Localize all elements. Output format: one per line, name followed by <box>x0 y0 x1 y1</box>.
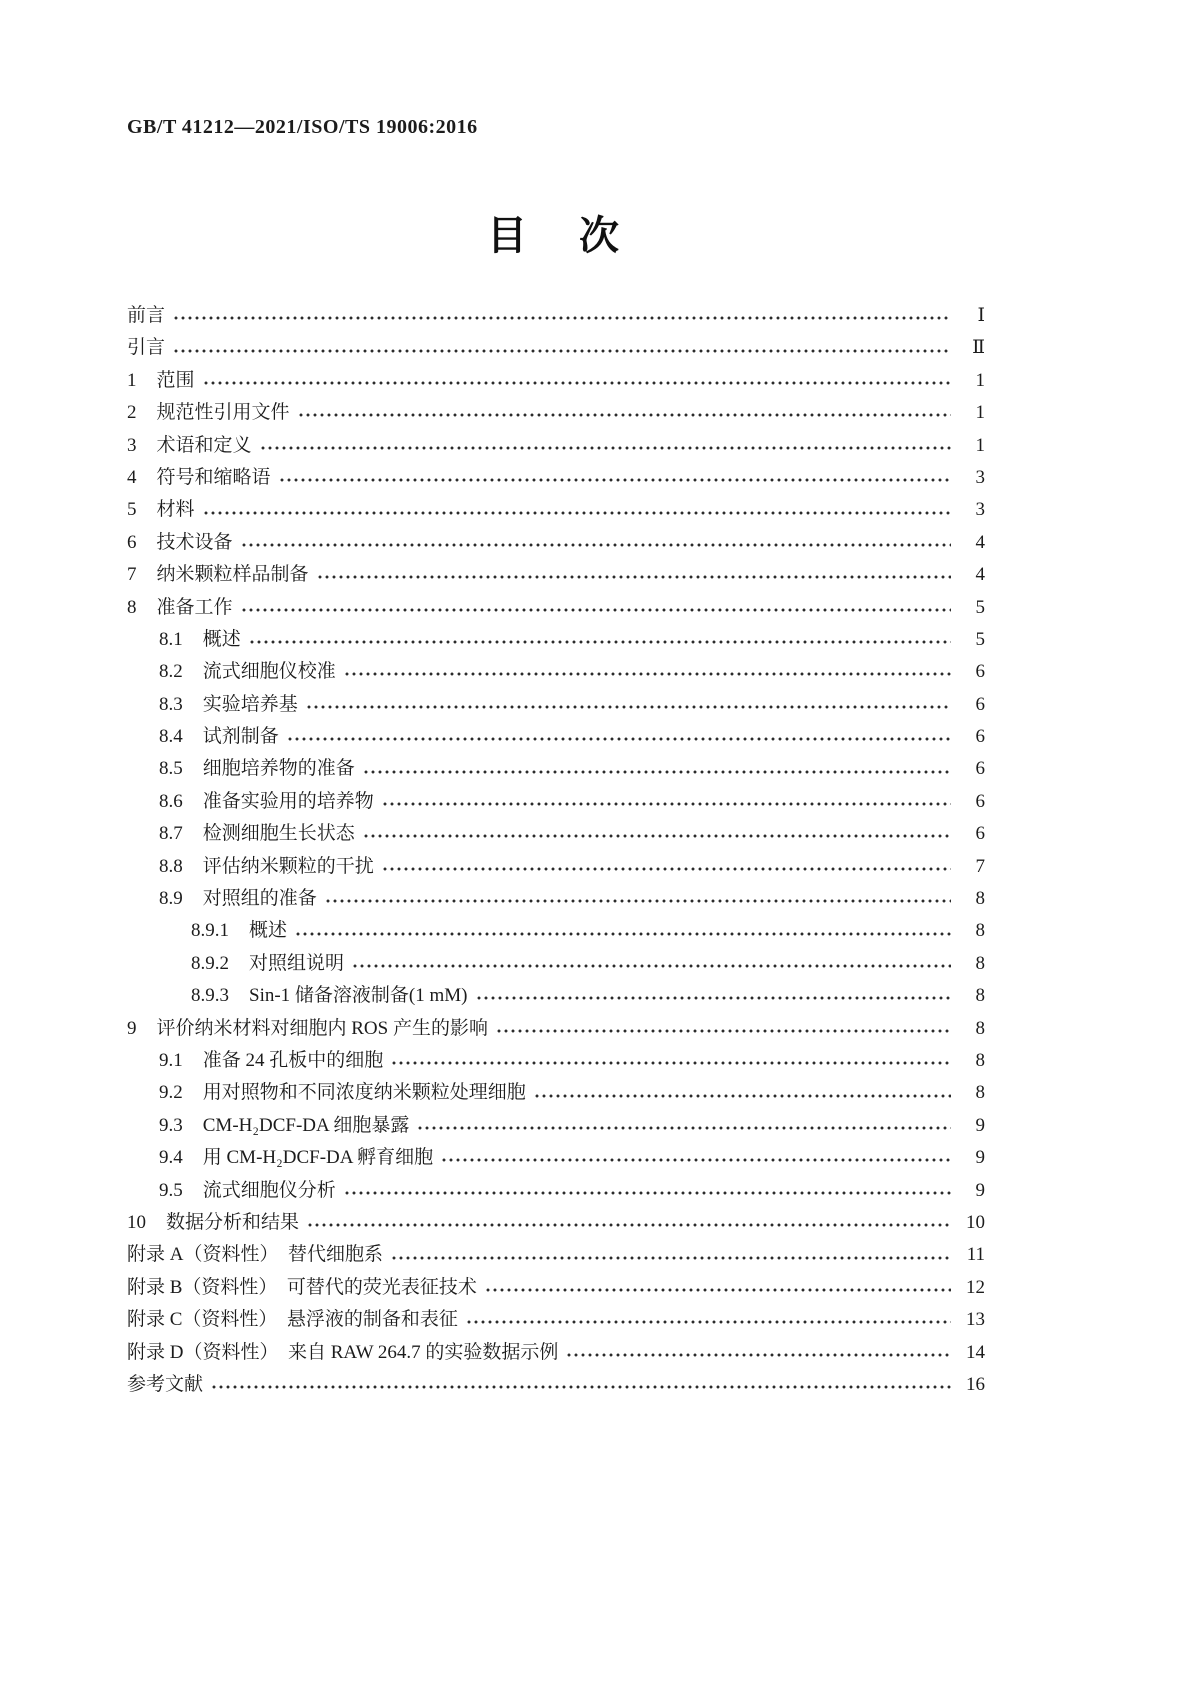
toc-entry[interactable] <box>127 689 985 721</box>
toc-leader-dots <box>382 860 951 874</box>
toc-entry-label: 数据分析和结果 <box>166 1211 300 1233</box>
toc-entry[interactable] <box>127 1304 985 1336</box>
toc-page-number: 3 <box>975 466 985 488</box>
toc-entry-label: 术语和定义 <box>156 434 252 456</box>
toc-entry[interactable] <box>127 1207 985 1239</box>
toc-page-number: 8 <box>975 1082 985 1104</box>
toc-entry-number: 9.2 <box>159 1082 183 1104</box>
toc-leader-dots <box>260 439 951 453</box>
toc-entry[interactable] <box>127 1110 985 1142</box>
toc-leader-dots <box>203 504 951 518</box>
toc-entry[interactable] <box>127 332 985 364</box>
toc-leader-dots <box>363 763 951 777</box>
toc-page-number: 7 <box>975 855 985 877</box>
toc-page-number: 8 <box>975 1017 985 1039</box>
toc-leader-dots <box>363 827 951 841</box>
toc-entry[interactable] <box>127 1045 985 1077</box>
toc-page-number: 6 <box>975 823 985 845</box>
toc-entry-number: 10 <box>127 1211 146 1233</box>
toc-entry-label: 参考文献 <box>127 1373 204 1395</box>
toc-page-number: 1 <box>975 434 985 456</box>
toc-page-number: 5 <box>975 628 985 650</box>
toc-entry-label: 技术设备 <box>156 531 233 553</box>
toc-page-number: 1 <box>975 369 985 391</box>
toc-entry[interactable] <box>127 1077 985 1109</box>
toc-page-number: 12 <box>966 1276 985 1298</box>
toc-entry[interactable] <box>127 915 985 947</box>
toc-entry[interactable] <box>127 300 985 332</box>
toc-entry[interactable] <box>127 462 985 494</box>
toc-entry-label: 评价纳米材料对细胞内 ROS 产生的影响 <box>156 1017 488 1039</box>
toc-entry-number: 9.5 <box>159 1179 183 1201</box>
toc-leader-dots <box>441 1151 951 1165</box>
toc-entry-label: 前言 <box>127 305 166 326</box>
toc-leader-dots <box>534 1087 951 1101</box>
toc-leader-dots <box>344 665 951 679</box>
toc-leader-dots <box>241 536 951 550</box>
toc-entry-number: 8.7 <box>159 823 183 845</box>
toc-entry-number: 8.3 <box>159 693 183 715</box>
toc-entry-label: 准备实验用的培养物 <box>202 790 374 812</box>
toc-entry[interactable] <box>127 1013 985 1045</box>
toc-entry[interactable] <box>127 365 985 397</box>
toc-entry[interactable] <box>127 948 985 980</box>
toc-leader-dots <box>279 471 951 485</box>
toc-entry-label: 实验培养基 <box>202 693 298 715</box>
toc-leader-dots <box>485 1281 951 1295</box>
toc-entry-number: 5 <box>127 499 137 521</box>
toc-entry-label: 对照组的准备 <box>202 888 317 910</box>
toc-entry-number: 4 <box>127 466 137 488</box>
toc-page-number: 1 <box>975 402 985 424</box>
toc-page-number: 8 <box>975 1049 985 1071</box>
toc-leader-dots <box>352 957 951 971</box>
toc-leader-dots <box>249 633 951 647</box>
toc-page-number: 9 <box>975 1114 985 1136</box>
toc-entry[interactable] <box>127 430 985 462</box>
toc-entry-label: 附录 B（资料性） 可替代的荧光表征技术 <box>127 1276 477 1298</box>
toc-page-number: 10 <box>966 1211 985 1233</box>
toc-entry-label: 流式细胞仪校准 <box>202 661 336 683</box>
toc-page-number: 6 <box>975 693 985 715</box>
toc-page-number: 8 <box>975 985 985 1007</box>
toc-entry[interactable] <box>127 527 985 559</box>
toc-entry-number: 8 <box>127 596 137 618</box>
toc-entry-number: 8.5 <box>159 758 183 780</box>
toc-page-number: 4 <box>975 564 985 586</box>
toc-entry-number: 8.1 <box>159 628 183 650</box>
toc-entry-label: 纳米颗粒样品制备 <box>156 564 309 586</box>
toc-page-number: 9 <box>975 1179 985 1201</box>
toc-entry-label: 用对照物和不同浓度纳米颗粒处理细胞 <box>202 1082 526 1104</box>
toc-leader-dots <box>173 342 951 356</box>
toc-entry-number: 1 <box>127 369 137 391</box>
toc-entry-number: 8.8 <box>159 855 183 877</box>
toc-leader-dots <box>325 892 951 906</box>
toc-page-number: 14 <box>966 1341 985 1363</box>
toc-entry-number: 9 <box>127 1017 137 1039</box>
toc-page-number: 16 <box>966 1373 985 1395</box>
toc-leader-dots <box>241 601 951 615</box>
toc-page-number: Ⅱ <box>972 337 985 359</box>
toc-leader-dots <box>307 1216 951 1230</box>
toc-page-number: 8 <box>975 888 985 910</box>
toc-entry-label: Sin-1 储备溶液制备(1 mM) <box>249 985 468 1007</box>
toc-entry[interactable] <box>127 1369 985 1401</box>
standard-number-header: GB/T 41212—2021/ISO/TS 19006:2016 <box>127 116 478 138</box>
toc-leader-dots <box>306 698 951 712</box>
toc-leader-dots <box>317 568 951 582</box>
toc-entry-label: 附录 D（资料性） 来自 RAW 264.7 的实验数据示例 <box>127 1341 559 1363</box>
toc-leader-dots <box>566 1346 951 1360</box>
toc-entry[interactable] <box>127 1239 985 1271</box>
toc-page-number: 9 <box>975 1147 985 1169</box>
toc-entry-label: 准备工作 <box>156 596 233 618</box>
toc-leader-dots <box>344 1184 951 1198</box>
toc-leader-dots <box>211 1378 951 1392</box>
toc-entry-label: 符号和缩略语 <box>156 466 271 488</box>
toc-entry[interactable] <box>127 592 985 624</box>
toc-page-number: 6 <box>975 790 985 812</box>
toc-page-number: 8 <box>975 920 985 942</box>
toc-leader-dots <box>466 1313 951 1327</box>
toc-entry-number: 8.2 <box>159 661 183 683</box>
toc-leader-dots <box>173 309 951 323</box>
toc-leader-dots <box>391 1249 951 1263</box>
table-of-contents <box>127 300 985 1401</box>
toc-entry-number: 9.3 <box>159 1114 183 1136</box>
toc-entry[interactable] <box>127 851 985 883</box>
toc-entry-number: 9.1 <box>159 1049 183 1071</box>
toc-entry[interactable] <box>127 818 985 850</box>
toc-entry[interactable] <box>127 1337 985 1369</box>
toc-entry-number: 8.9.2 <box>191 952 229 974</box>
toc-entry[interactable] <box>127 1142 985 1174</box>
toc-leader-dots <box>203 374 951 388</box>
toc-entry[interactable] <box>127 656 985 688</box>
toc-leader-dots <box>298 406 951 420</box>
toc-entry-label: 准备 24 孔板中的细胞 <box>202 1049 384 1071</box>
toc-entry[interactable] <box>127 1272 985 1304</box>
toc-entry-number: 6 <box>127 531 137 553</box>
toc-leader-dots <box>391 1054 951 1068</box>
toc-page-number: 11 <box>966 1244 985 1266</box>
toc-leader-dots <box>382 795 951 809</box>
toc-entry-label: 规范性引用文件 <box>156 402 290 424</box>
toc-entry-label: CM-H₂DCF-DA 细胞暴露 <box>202 1114 410 1136</box>
toc-entry-label: 对照组说明 <box>249 952 345 974</box>
toc-entry-number: 8.6 <box>159 790 183 812</box>
toc-page-number: 6 <box>975 661 985 683</box>
toc-entry[interactable] <box>127 397 985 429</box>
toc-entry-number: 7 <box>127 564 137 586</box>
toc-entry-label: 范围 <box>156 369 195 391</box>
toc-leader-dots <box>287 730 951 744</box>
toc-page-number: 13 <box>966 1309 985 1331</box>
toc-entry-number: 2 <box>127 402 137 424</box>
toc-page-number: 6 <box>975 758 985 780</box>
toc-leader-dots <box>476 989 951 1003</box>
toc-entry-label: 细胞培养物的准备 <box>202 758 355 780</box>
toc-entry-number: 8.9 <box>159 888 183 910</box>
toc-leader-dots <box>417 1119 951 1133</box>
toc-entry[interactable] <box>127 753 985 785</box>
toc-entry[interactable] <box>127 624 985 656</box>
toc-entry-label: 用 CM-H₂DCF-DA 孵育细胞 <box>202 1147 434 1169</box>
toc-entry-label: 评估纳米颗粒的干扰 <box>202 855 374 877</box>
toc-entry-label: 概述 <box>202 628 241 650</box>
toc-entry[interactable] <box>127 1175 985 1207</box>
toc-entry-label: 引言 <box>127 337 166 359</box>
toc-page-number: Ⅰ <box>977 305 985 326</box>
toc-entry[interactable] <box>127 559 985 591</box>
toc-entry-label: 试剂制备 <box>202 726 279 748</box>
toc-page-number: 3 <box>975 499 985 521</box>
toc-leader-dots <box>496 1022 951 1036</box>
toc-entry-label: 流式细胞仪分析 <box>202 1179 336 1201</box>
toc-entry-number: 8.4 <box>159 726 183 748</box>
toc-entry-label: 附录 A（资料性） 替代细胞系 <box>127 1244 383 1266</box>
toc-leader-dots <box>295 925 951 939</box>
toc-entry[interactable] <box>127 494 985 526</box>
toc-entry-number: 8.9.3 <box>191 985 229 1007</box>
toc-title: 目 次 <box>487 213 625 258</box>
toc-entry-label: 附录 C（资料性） 悬浮液的制备和表征 <box>127 1309 458 1331</box>
toc-page-number: 5 <box>975 596 985 618</box>
toc-entry-number: 9.4 <box>159 1147 183 1169</box>
toc-entry[interactable] <box>127 883 985 915</box>
toc-entry-number: 3 <box>127 434 137 456</box>
toc-page-number: 4 <box>975 531 985 553</box>
toc-entry-number: 8.9.1 <box>191 920 229 942</box>
toc-entry-label: 概述 <box>249 920 288 942</box>
toc-page-number: 6 <box>975 726 985 748</box>
toc-entry[interactable] <box>127 721 985 753</box>
toc-entry-label: 材料 <box>156 499 195 521</box>
toc-entry[interactable] <box>127 980 985 1012</box>
toc-entry-label: 检测细胞生长状态 <box>202 823 355 845</box>
toc-page-number: 8 <box>975 952 985 974</box>
toc-entry[interactable] <box>127 786 985 818</box>
